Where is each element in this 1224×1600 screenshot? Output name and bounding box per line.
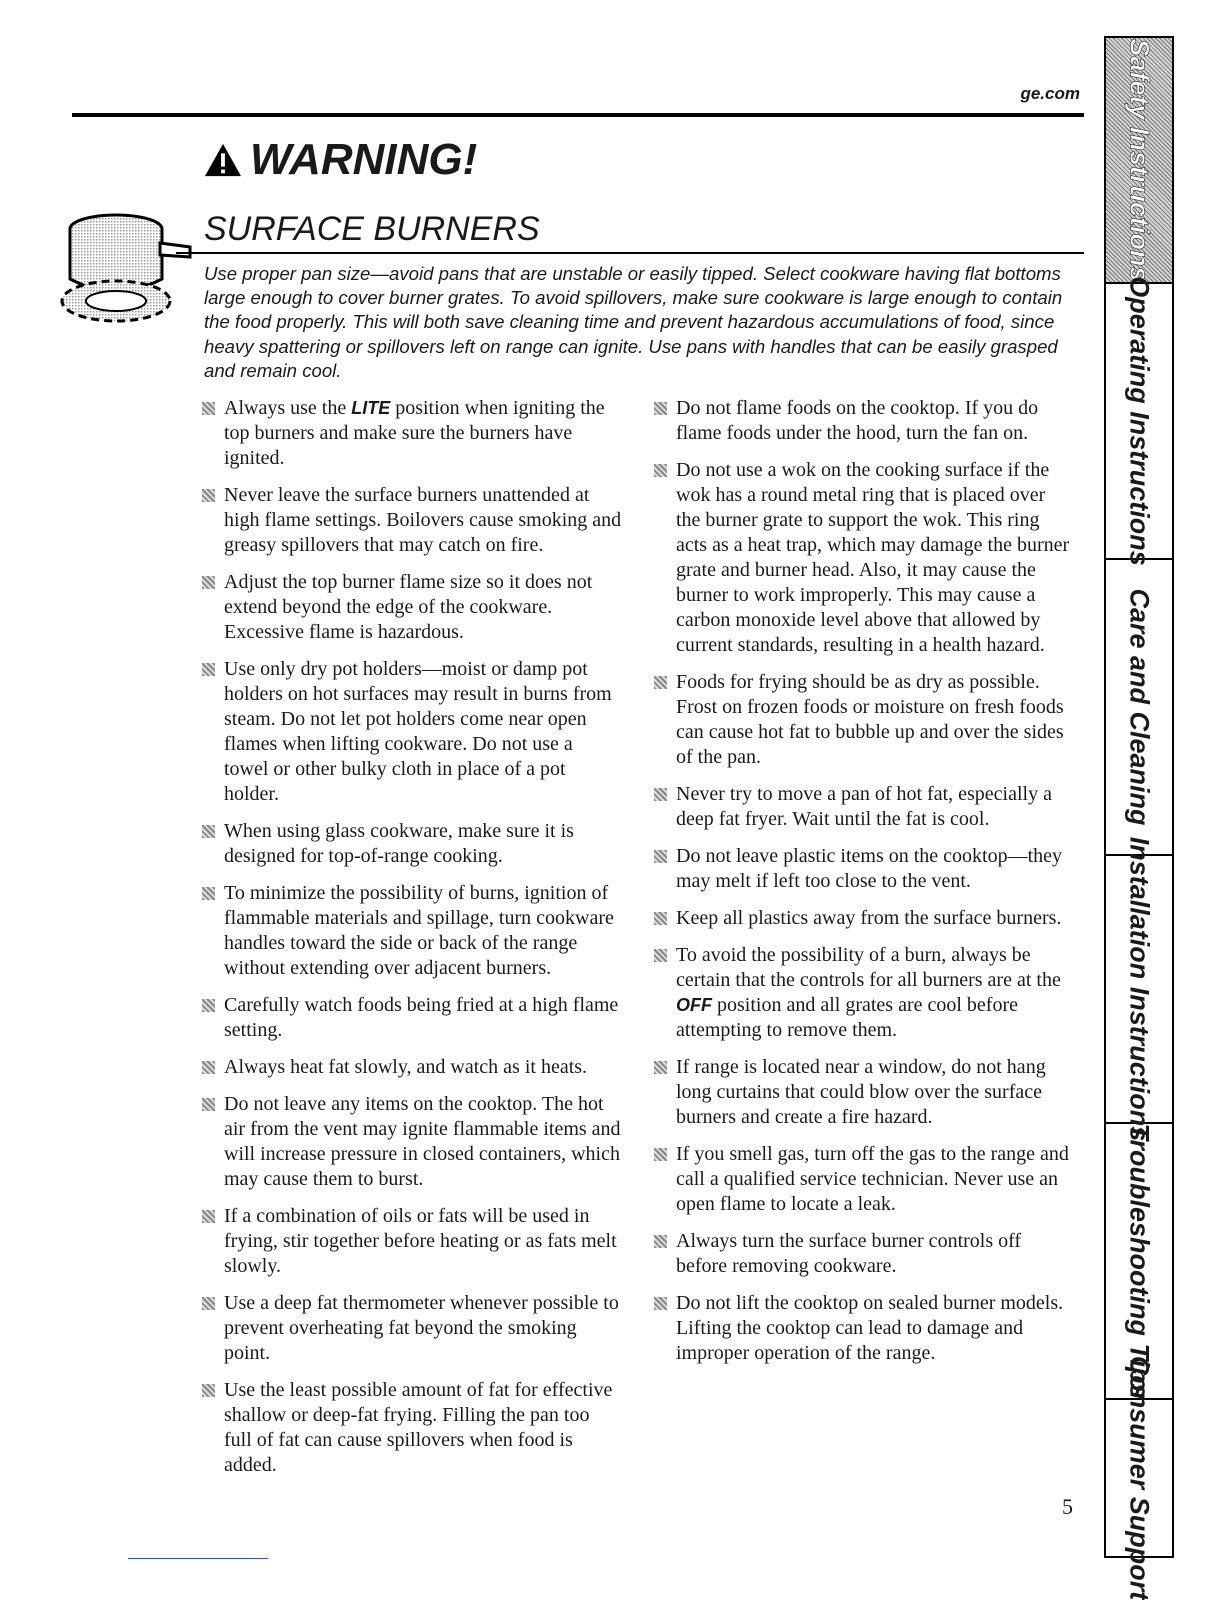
site-url: ge.com xyxy=(1020,84,1080,103)
bullet-icon xyxy=(202,1061,215,1074)
list-item: Do not use a wok on the cooking surface if the wok has a round metal ring that is placed over the burner grate to support the wok. This ring acts as a heat trap, which may damage the burner grate and burner head. Also, it may cause the burner to work improperly. This may cause a carbon monoxide level above that allowed by current standards, resulting in a health hazard. xyxy=(654,458,1074,658)
list-item: Use only dry pot holders—moist or damp pot holders on hot surfaces may result in burns from steam. Do not let pot holders come near open flames when lifting cookware. Do not use a towel or other bulky cloth in place of a pot holder. xyxy=(202,657,622,807)
list-item: Do not flame foods on the cooktop. If you do flame foods under the hood, turn the fan on. xyxy=(654,396,1074,446)
bullet-icon xyxy=(202,576,215,589)
list-item: Never try to move a pan of hot fat, especially a deep fat fryer. Wait until the fat is cool. xyxy=(654,782,1074,832)
bullet-icon xyxy=(202,887,215,900)
tab-consumer-support[interactable]: Consumer Support xyxy=(1124,1355,1155,1600)
list-item: Adjust the top burner flame size so it does not extend beyond the edge of the cookware. Excessive flame is hazardous. xyxy=(202,570,622,645)
tab-safety-instructions[interactable]: Safety Instructions xyxy=(1106,38,1172,284)
tab-installation-instructions[interactable]: Installation Instructions xyxy=(1106,856,1172,1124)
bullet-icon xyxy=(654,464,667,477)
list-item: Do not leave plastic items on the cooktop—they may melt if left too close to the vent. xyxy=(654,844,1074,894)
warning-heading xyxy=(204,135,478,184)
off-setting-label: OFF xyxy=(676,995,712,1015)
bullet-icon xyxy=(202,489,215,502)
bullet-icon xyxy=(654,676,667,689)
bullet-icon xyxy=(654,1061,667,1074)
lite-setting-label: LITE xyxy=(351,398,391,418)
bullet-icon xyxy=(654,1235,667,1248)
list-item: Use the least possible amount of fat for effective shallow or deep-fat frying. Filling the pan too full of fat can cause spillovers when food is added. xyxy=(202,1378,622,1478)
warning-triangle-icon xyxy=(204,142,242,178)
list-item: Foods for frying should be as dry as possible. Frost on frozen foods or moisture on fresh foods can cause hot fat to bubble up and over the sides of the pan. xyxy=(654,670,1074,770)
left-column xyxy=(202,396,622,1490)
footer-line xyxy=(128,1558,268,1559)
bullet-icon xyxy=(654,788,667,801)
list-item: To minimize the possibility of burns, ignition of flammable materials and spillage, turn cookware handles toward the side or back of the range without extending over adjacent burners. xyxy=(202,881,622,981)
bullet-icon xyxy=(654,1297,667,1310)
list-item: If you smell gas, turn off the gas to the range and call a qualified service technician. Never use an open flame to locate a leak. xyxy=(654,1142,1074,1217)
list-item: Do not lift the cooktop on sealed burner models. Lifting the cooktop can lead to damage and improper operation of the range. xyxy=(654,1291,1074,1366)
list-item: Keep all plastics away from the surface burners. xyxy=(654,906,1074,931)
section-intro: Use proper pan size—avoid pans that are unstable or easily tipped. Select cookware having flat bottoms large enough to cover burner grates. To avoid spillovers, make sure cookware is large enough to contain the food properly. This will both save cleaning time and prevent hazardous accumulations of food, since heavy spattering or spillovers left on range can ignite. Use pans with handles that can be easily grasped and remain cool. xyxy=(204,263,1063,381)
warning-title: WARNING! xyxy=(250,135,478,184)
list-item: Always turn the surface burner controls off before removing cookware. xyxy=(654,1229,1074,1279)
bullet-icon xyxy=(654,1148,667,1161)
list-item: If a combination of oils or fats will be used in frying, stir together before heating or as fats melt slowly. xyxy=(202,1204,622,1279)
section-rule xyxy=(176,252,1084,254)
list-item: Always use the LITE position when igniting the top burners and make sure the burners have ignited. xyxy=(202,396,622,471)
bullet-icon xyxy=(202,402,215,415)
list-item: Do not leave any items on the cooktop. The hot air from the vent may ignite flammable items and will increase pressure in closed containers, which may cause them to burst. xyxy=(202,1092,622,1192)
bullet-icon xyxy=(202,1297,215,1310)
list-item: Always heat fat slowly, and watch as it heats. xyxy=(202,1055,622,1080)
bullet-icon xyxy=(202,1098,215,1111)
header-rule xyxy=(72,113,1084,117)
list-item: Carefully watch foods being fried at a high flame setting. xyxy=(202,993,622,1043)
bullet-icon xyxy=(654,949,667,962)
bullet-icon xyxy=(654,402,667,415)
list-item: If range is located near a window, do not hang long curtains that could blow over the surface burners and create a fire hazard. xyxy=(654,1055,1074,1130)
tab-care-and-cleaning[interactable]: Care and Cleaning xyxy=(1106,560,1172,856)
section-tab-strip xyxy=(1104,36,1174,1600)
list-item: When using glass cookware, make sure it is designed for top-of-range cooking. xyxy=(202,819,622,869)
bullet-icon xyxy=(654,850,667,863)
list-item: Never leave the surface burners unattended at high flame settings. Boilovers cause smoking and greasy spillovers that may catch on fire. xyxy=(202,483,622,558)
bullet-icon xyxy=(202,663,215,676)
tab-troubleshooting-tips[interactable]: Troubleshooting Tips xyxy=(1106,1124,1172,1400)
page-number: 5 xyxy=(1062,1494,1073,1519)
bullet-icon xyxy=(202,1210,215,1223)
bullet-icon xyxy=(202,825,215,838)
list-item: To avoid the possibility of a burn, always be certain that the controls for all burners are at the OFF position and all grates are cool before attempting to remove them. xyxy=(654,943,1074,1043)
tab-operating-instructions[interactable]: Operating Instructions xyxy=(1106,284,1172,560)
cookware-pot-icon xyxy=(60,203,194,329)
list-item: Use a deep fat thermometer whenever possible to prevent overheating fat beyond the smoking point. xyxy=(202,1291,622,1366)
bullet-icon xyxy=(202,999,215,1012)
section-title: SURFACE BURNERS xyxy=(204,210,540,248)
right-column xyxy=(654,396,1074,1378)
bullet-icon xyxy=(654,912,667,925)
bullet-icon xyxy=(202,1384,215,1397)
